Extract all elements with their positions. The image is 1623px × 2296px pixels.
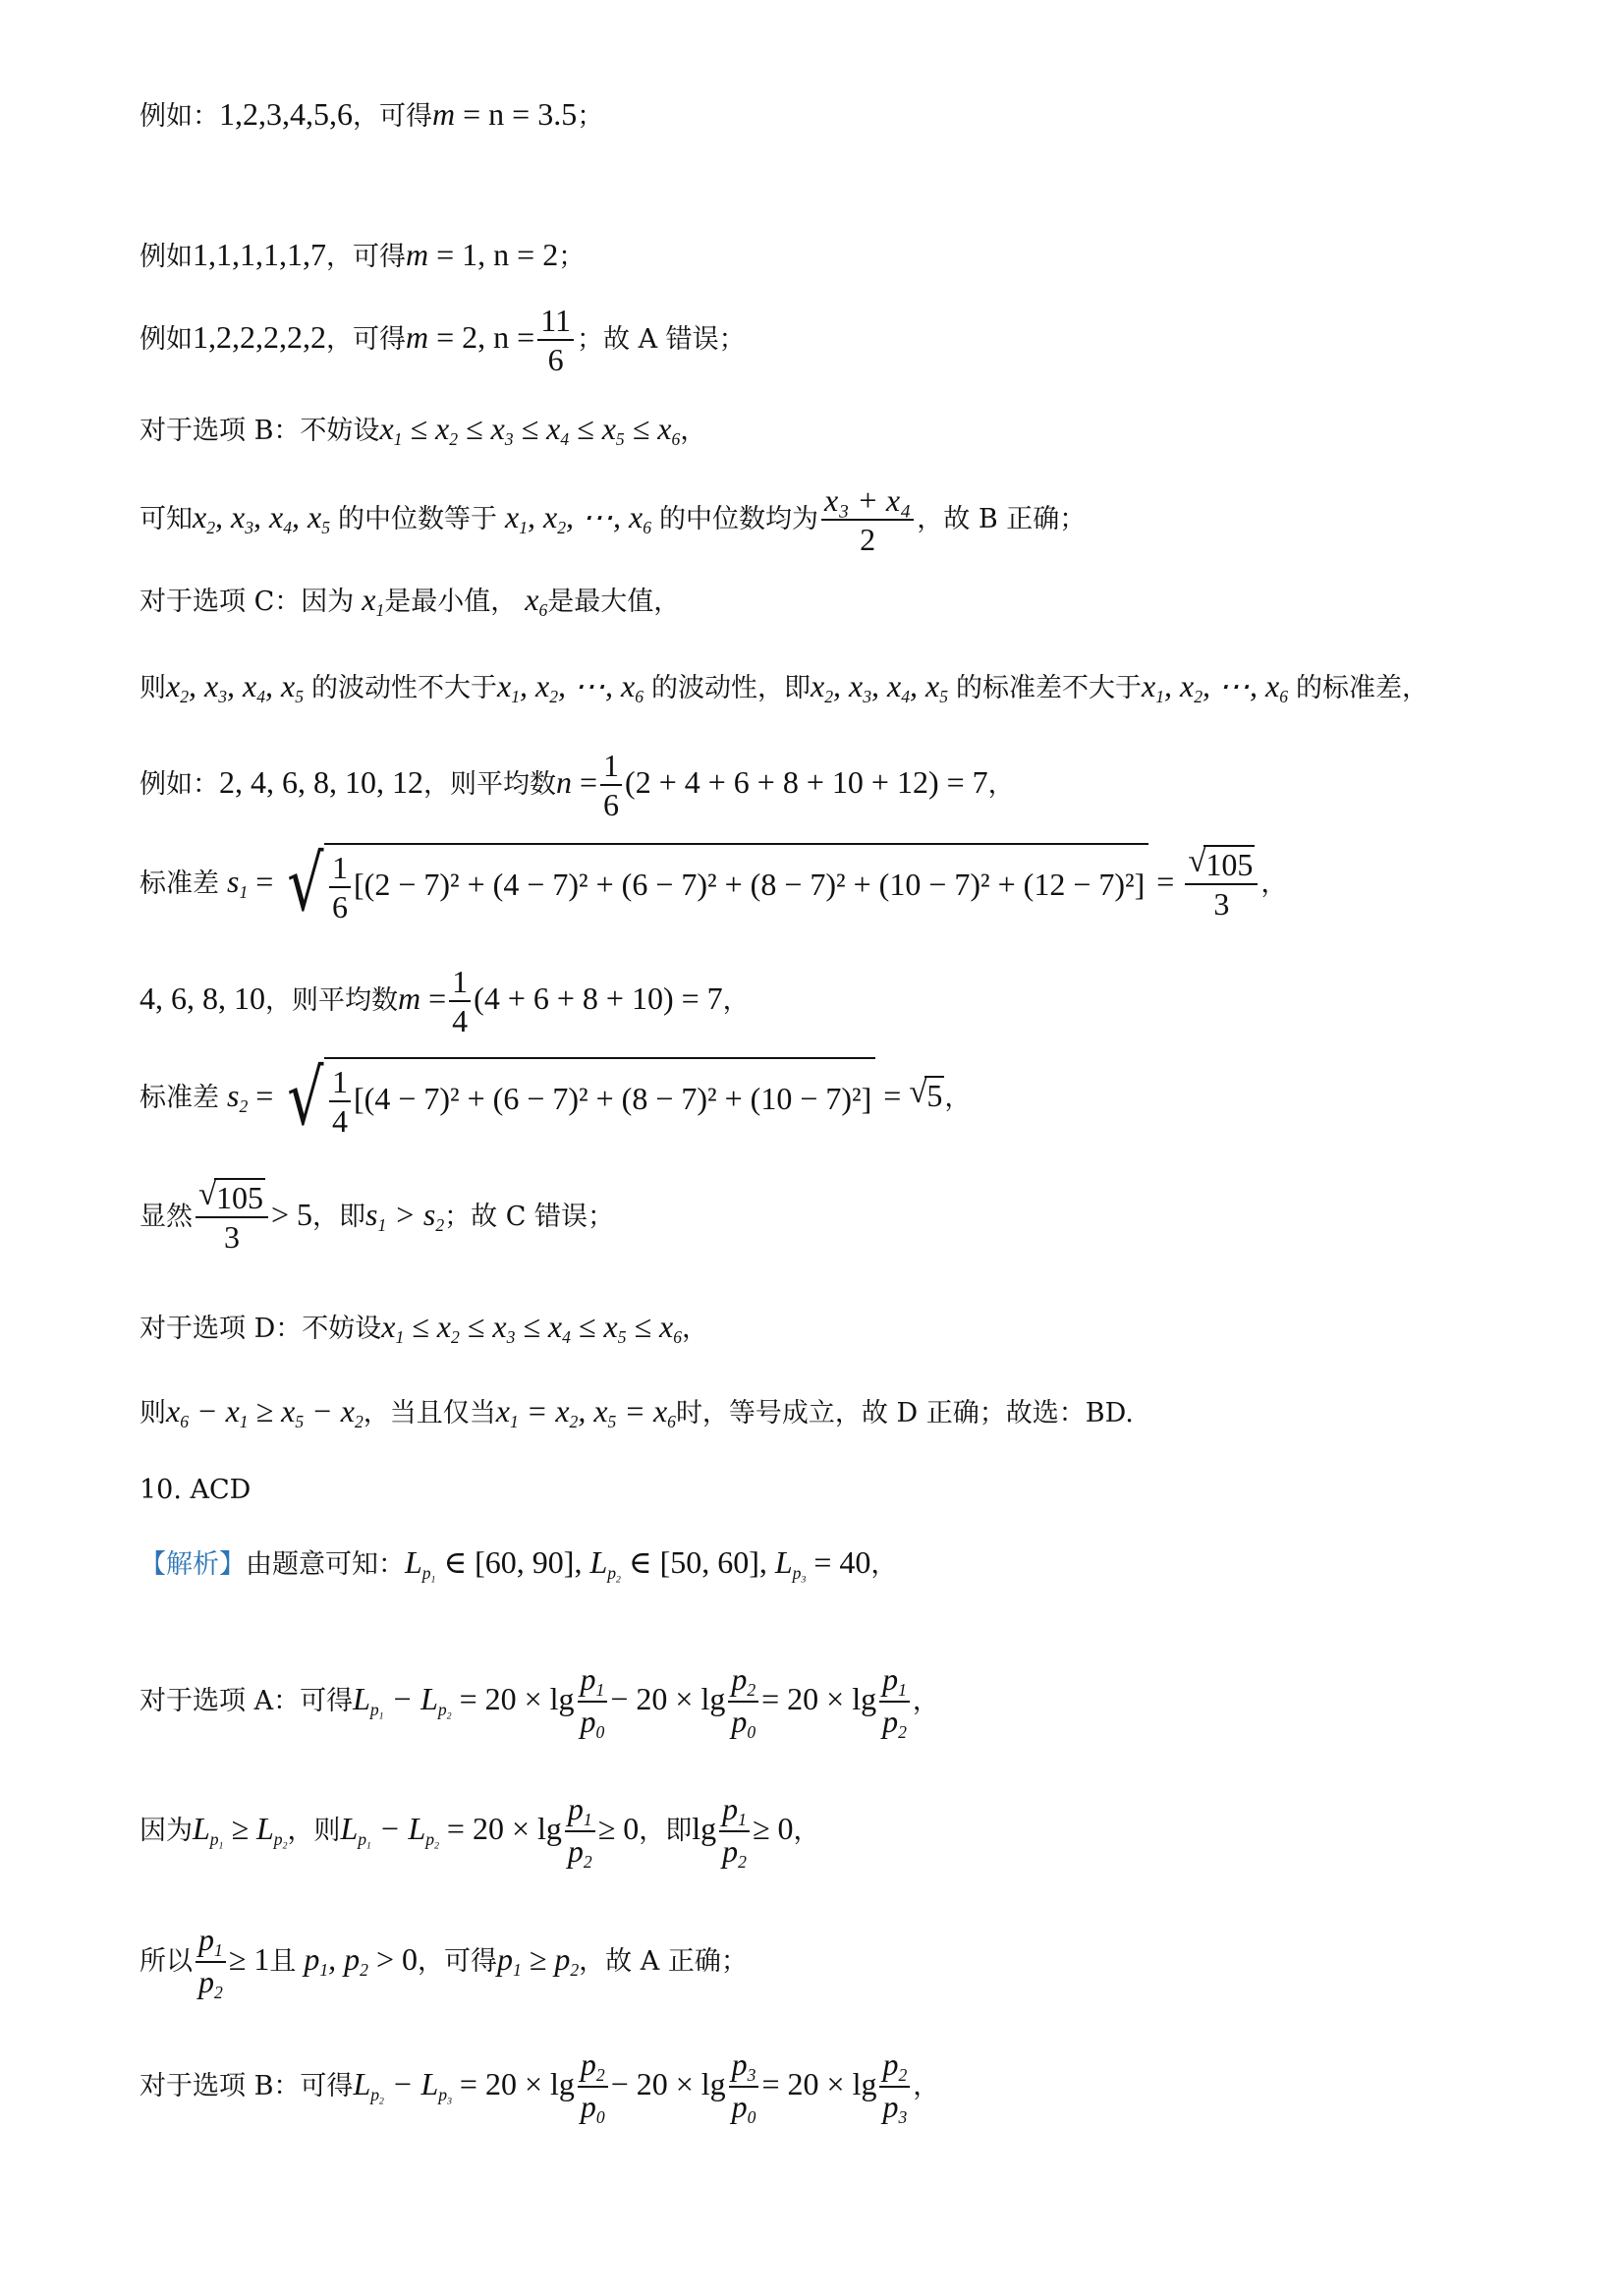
numerator: 1 bbox=[329, 1063, 351, 1102]
numerator: $p_1$ bbox=[565, 1790, 595, 1832]
line-19 bbox=[140, 1921, 748, 2004]
denominator: 2 bbox=[860, 522, 876, 558]
radicand: 5 bbox=[926, 1077, 943, 1113]
fraction bbox=[879, 1660, 910, 1744]
denominator: $p_2$ bbox=[198, 1964, 223, 2003]
math-expression: [(4 − 7)² + (6 − 7)² + (8 − 7)² + (10 − 7)²] bbox=[354, 1080, 872, 1116]
math-compare: > 0 bbox=[375, 1940, 418, 1977]
radicand bbox=[324, 843, 1148, 926]
math-op: − 20 × lg bbox=[610, 2065, 726, 2101]
math-vars: $x_1$, $x_2$, ⋯, $x_6$ bbox=[1142, 668, 1288, 707]
math-expression: $L_{p_1} - L_{p_2} = 20 \times \lg$ bbox=[340, 1810, 562, 1852]
text: 例如： bbox=[140, 101, 219, 132]
line-16 bbox=[140, 1546, 897, 1585]
math-seq: 1,2,3,4,5,6 bbox=[219, 96, 353, 132]
text: 的标准差不大于 bbox=[956, 673, 1142, 703]
math-var: $L_{p_2}$ bbox=[582, 1544, 621, 1586]
line-18 bbox=[140, 1790, 820, 1874]
square-root bbox=[281, 840, 1148, 929]
line-13 bbox=[140, 1311, 708, 1347]
fraction bbox=[196, 1921, 226, 2004]
math-seq: 4, 6, 8, 10 bbox=[140, 980, 265, 1016]
text: 的中位数均为 bbox=[659, 503, 818, 534]
text: 时，等号成立，故 D 正确；故选：BD. bbox=[675, 1398, 1134, 1428]
text: ， bbox=[987, 768, 1015, 800]
line-3 bbox=[140, 302, 746, 379]
math-var: m bbox=[406, 237, 437, 272]
math-var: m bbox=[398, 980, 421, 1016]
numerator: $p_2$ bbox=[578, 2045, 608, 2088]
math-eq: = bbox=[875, 1077, 910, 1113]
fraction bbox=[329, 849, 351, 926]
numerator: 1 bbox=[600, 747, 622, 786]
text: ，可得 bbox=[326, 323, 406, 355]
denominator: 6 bbox=[547, 342, 564, 378]
line-5 bbox=[140, 481, 1086, 559]
math-var: $L_{p_3}$ bbox=[766, 1544, 807, 1586]
text: 因为 bbox=[140, 1815, 193, 1846]
line-8 bbox=[140, 747, 1015, 824]
text: 则 bbox=[140, 1398, 166, 1428]
radical-sign: √ bbox=[287, 840, 324, 929]
numerator: $p_1$ bbox=[719, 1790, 750, 1832]
math-vars: $x_2$, $x_3$, $x_4$, $x_5$ bbox=[166, 668, 304, 707]
math-seq: 2, 4, 6, 8, 10, 12 bbox=[219, 763, 423, 800]
numerator bbox=[196, 1179, 268, 1218]
text: ；故 C 错误； bbox=[444, 1201, 614, 1232]
line-12 bbox=[140, 1179, 614, 1257]
math-var: $s_2$ bbox=[219, 1077, 249, 1117]
math-eq: = bbox=[248, 1077, 282, 1113]
fraction bbox=[449, 963, 471, 1040]
math-op: lg bbox=[692, 1810, 717, 1846]
radical bbox=[198, 1179, 265, 1216]
text: ，当且仅当 bbox=[363, 1398, 496, 1428]
math-expression: $L_{p_2} - L_{p_3} = 20 \times \lg$ bbox=[353, 2065, 575, 2107]
text: ， bbox=[870, 1549, 898, 1580]
text: ， bbox=[680, 416, 707, 446]
line-2 bbox=[140, 239, 585, 270]
radical-sign: √ bbox=[287, 1054, 324, 1144]
text: 且 bbox=[269, 1945, 297, 1977]
text: ；故 A 错误； bbox=[577, 323, 746, 355]
line-9 bbox=[140, 840, 1288, 929]
text: 的波动性，即 bbox=[651, 673, 811, 703]
math-compare: $s_1 > s_2$ bbox=[365, 1196, 445, 1236]
denominator: $p_2$ bbox=[882, 1704, 907, 1743]
text: 可知 bbox=[140, 503, 193, 534]
text: 例如 bbox=[140, 242, 193, 272]
line-1 bbox=[140, 98, 603, 130]
radicand bbox=[324, 1057, 875, 1141]
text: 标准差 bbox=[140, 1082, 219, 1113]
denominator: $p_0$ bbox=[580, 1704, 605, 1743]
math-vars: $p_1$, $p_2$ bbox=[296, 1940, 368, 1980]
fraction bbox=[578, 2045, 608, 2129]
math-var: $x_6$ bbox=[517, 582, 548, 621]
math-expression: $x_1 = x_2$, $x_5 = x_6$ bbox=[495, 1393, 676, 1432]
denominator: 6 bbox=[603, 787, 620, 823]
math-expression: [(2 − 7)² + (4 − 7)² + (6 − 7)² + (8 − 7)² + (10 − 7)² + (12 − 7)²] bbox=[354, 866, 1146, 902]
answer-heading: 10. ACD bbox=[140, 1475, 252, 1505]
math-result: = 1, n = 2 bbox=[436, 237, 559, 272]
text: ，即 bbox=[312, 1201, 366, 1232]
math-result: = n = 3.5 bbox=[463, 96, 578, 132]
line-15 bbox=[140, 1477, 251, 1503]
denominator: $p_2$ bbox=[567, 1833, 592, 1873]
text: 的标准差， bbox=[1296, 673, 1428, 703]
math-range: ∈ [60, 90], bbox=[443, 1544, 583, 1580]
fraction bbox=[537, 302, 574, 379]
math-compare: ≥ 1 bbox=[228, 1940, 270, 1977]
denominator: 6 bbox=[332, 889, 348, 925]
fraction bbox=[719, 1790, 750, 1874]
text: ， bbox=[944, 1082, 972, 1113]
fraction bbox=[600, 747, 622, 824]
fraction bbox=[329, 1063, 351, 1141]
denominator: $p_0$ bbox=[731, 1704, 756, 1743]
text: ； bbox=[577, 101, 604, 132]
numerator: $p_2$ bbox=[728, 1660, 758, 1703]
math-eq: = bbox=[248, 863, 282, 899]
numerator: $p_1$ bbox=[578, 1660, 608, 1703]
math-eq: = bbox=[572, 763, 598, 800]
math-op: ≥ 0 bbox=[752, 1810, 794, 1846]
text: ，故 A 正确； bbox=[579, 1945, 748, 1977]
math-eq: = bbox=[420, 980, 447, 1016]
numerator bbox=[1185, 846, 1258, 885]
radicand: 105 bbox=[216, 1180, 263, 1215]
denominator: 3 bbox=[1213, 886, 1230, 923]
math-op: − 20 × lg bbox=[610, 1680, 726, 1716]
text: ，故 B 正确； bbox=[917, 503, 1087, 534]
numerator: $p_3$ bbox=[729, 2045, 759, 2088]
math-range: ∈ [50, 60], bbox=[628, 1544, 767, 1580]
fraction bbox=[728, 1660, 758, 1744]
math-vars: $x_1$, $x_2$, ⋯, $x_6$ bbox=[497, 668, 644, 707]
radicand: 105 bbox=[1205, 847, 1254, 882]
numerator: 1 bbox=[449, 963, 471, 1002]
square-root bbox=[281, 1054, 875, 1144]
text: ， bbox=[913, 2070, 940, 2101]
math-expression: $x_6 - x_1 \ge x_5 - x_2$ bbox=[166, 1393, 364, 1432]
math-compare: > 5 bbox=[271, 1196, 313, 1232]
text: ，则 bbox=[287, 1815, 341, 1846]
text: ，则平均数 bbox=[423, 768, 556, 800]
text: ； bbox=[558, 242, 586, 272]
denominator: $p_0$ bbox=[580, 2089, 605, 2128]
text: 是最大值， bbox=[547, 587, 681, 617]
line-14 bbox=[140, 1395, 1134, 1431]
math-chain: $x_1 \le x_2 \le x_3 \le x_4 \le x_5 \le x_6$ bbox=[379, 411, 681, 450]
line-10 bbox=[140, 963, 750, 1040]
fraction bbox=[821, 481, 914, 559]
text: 对于选项 B：可得 bbox=[140, 2070, 354, 2101]
math-var: n bbox=[556, 763, 572, 800]
text: 显然 bbox=[140, 1201, 193, 1232]
math-var: $L_{p_1}$ bbox=[405, 1544, 436, 1586]
denominator: 4 bbox=[332, 1103, 348, 1140]
text: 则 bbox=[140, 673, 166, 703]
text: ，则平均数 bbox=[265, 984, 398, 1016]
math-expression: (4 + 6 + 8 + 10) = 7 bbox=[474, 980, 723, 1016]
math-compare: $p_1 \ge p_2$ bbox=[497, 1940, 580, 1980]
math-compare: $L_{p_1} \ge L_{p_2}$ bbox=[193, 1810, 288, 1852]
text: 所以 bbox=[140, 1945, 193, 1977]
line-4 bbox=[140, 413, 706, 449]
math-expression: (2 + 4 + 6 + 8 + 10 + 12) = 7 bbox=[625, 763, 988, 800]
text: ， bbox=[682, 1314, 709, 1344]
text: 对于选项 D：不妨设 bbox=[140, 1314, 382, 1344]
text: ，可得 bbox=[353, 101, 432, 132]
line-20 bbox=[140, 2045, 939, 2129]
denominator: 4 bbox=[452, 1003, 469, 1039]
text: 的波动性不大于 bbox=[311, 673, 497, 703]
denominator: $p_3$ bbox=[882, 2089, 908, 2128]
line-17 bbox=[140, 1660, 939, 1744]
math-seq: 1,2,2,2,2,2 bbox=[193, 318, 326, 355]
fraction bbox=[1185, 846, 1258, 924]
math-op: ≥ 0 bbox=[597, 1810, 640, 1846]
fraction bbox=[196, 1179, 268, 1257]
denominator: $p_2$ bbox=[722, 1833, 747, 1873]
math-seq: 1,1,1,1,1,7 bbox=[193, 237, 326, 272]
text: ， bbox=[1260, 868, 1288, 899]
math-var: $s_1$ bbox=[219, 863, 249, 903]
numerator: 11 bbox=[537, 302, 574, 341]
fraction bbox=[578, 1660, 608, 1744]
text: 对于选项 B：不妨设 bbox=[140, 416, 380, 446]
text: 是最小值， bbox=[384, 587, 518, 617]
text: 对于选项 A：可得 bbox=[140, 1685, 354, 1716]
text: 例如： bbox=[140, 768, 219, 800]
fraction bbox=[729, 2045, 759, 2129]
denominator: $p_0$ bbox=[731, 2089, 756, 2128]
line-6 bbox=[140, 584, 680, 620]
text: ， bbox=[722, 984, 750, 1016]
math-op: = 20 × lg bbox=[761, 1680, 877, 1716]
math-var: m bbox=[406, 318, 437, 355]
math-op: = 20 × lg bbox=[761, 2065, 877, 2101]
numerator: x₃ + x₄ bbox=[821, 481, 914, 521]
math-var: $x_1$ bbox=[354, 582, 385, 621]
math-vars: $x_2$, $x_3$, $x_4$, $x_5$ bbox=[193, 498, 330, 538]
text: ， bbox=[912, 1685, 939, 1716]
line-7 bbox=[140, 670, 1428, 706]
text: 对于选项 C：因为 bbox=[140, 587, 355, 617]
radical bbox=[909, 1077, 944, 1113]
text: 标准差 bbox=[140, 868, 219, 899]
fraction bbox=[565, 1790, 595, 1874]
denominator: 3 bbox=[224, 1219, 240, 1256]
radical bbox=[1188, 846, 1255, 883]
line-11 bbox=[140, 1054, 972, 1144]
text: ，即 bbox=[639, 1815, 693, 1846]
fraction bbox=[879, 2045, 910, 2129]
numerator: $p_1$ bbox=[879, 1660, 910, 1703]
math-chain: $x_1 \le x_2 \le x_3 \le x_4 \le x_5 \le x_6$ bbox=[381, 1309, 683, 1348]
numerator: $p_2$ bbox=[879, 2045, 910, 2088]
text: 例如 bbox=[140, 323, 193, 355]
text: ，可得 bbox=[326, 242, 406, 272]
analysis-tag: 【解析】 bbox=[140, 1549, 246, 1580]
math-vars: $x_2$, $x_3$, $x_4$, $x_5$ bbox=[811, 668, 948, 707]
math-vars: $x_1$, $x_2$, ⋯, $x_6$ bbox=[497, 498, 651, 538]
math-value: = 40 bbox=[813, 1544, 871, 1580]
text: ， bbox=[793, 1815, 820, 1846]
text: 的中位数等于 bbox=[338, 503, 497, 534]
math-expression: $L_{p_1} - L_{p_2} = 20 \times \lg$ bbox=[353, 1680, 575, 1722]
numerator: $p_1$ bbox=[196, 1921, 226, 1963]
math-result: = 2, n = bbox=[436, 318, 535, 355]
text: 由题意可知： bbox=[246, 1549, 405, 1580]
text: ，可得 bbox=[418, 1945, 497, 1977]
numerator: 1 bbox=[329, 849, 351, 888]
math-eq: = bbox=[1148, 863, 1183, 899]
math-var: m bbox=[432, 96, 464, 132]
